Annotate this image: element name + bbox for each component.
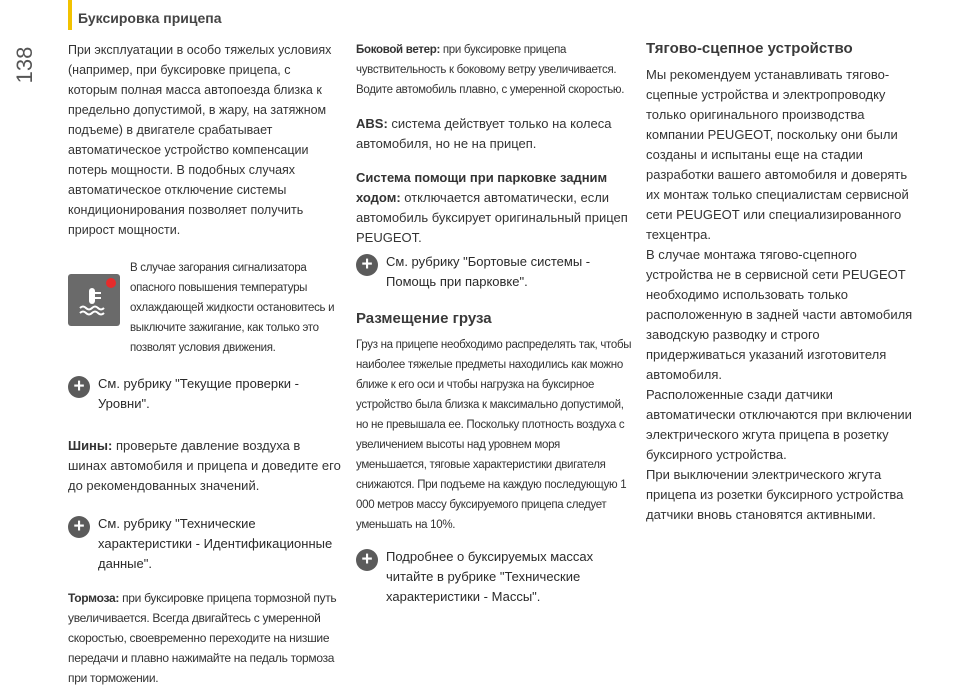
note-masses-text: Подробнее о буксируемых массах читайте в рубрике "Технические характеристики - Массы". [386, 549, 594, 604]
wind-paragraph [356, 40, 632, 100]
towbar-heading: Тягово-сцепное устройство [646, 40, 853, 57]
towbar-paragraph-3: Расположенные сзади датчики автоматически отключаются при включении электрического жгута прицепа в розетку буксирного устройства. [646, 387, 912, 462]
column-3 [646, 40, 916, 525]
towbar-paragraph-1: Мы рекомендуем устанавливать тягово-сцепные устройства и электропроводку только оригинального производства компании PEUGEOT, поскольку они были созданы и испытаны еще на стадии разработки вашего автомобиля и доверять их монтаж только специалистам сервисной сети PEUGEOT или специализированного техцентра. [646, 67, 909, 242]
plus-circle-icon: + [68, 376, 90, 398]
note-levels-text: См. рубрику "Текущие проверки - Уровни". [98, 376, 299, 411]
column-1 [68, 40, 342, 688]
warning-text: В случае загорания сигнализатора опасного повышения температуры охлаждающей жидкости остановитесь и выключите зажигание, как только это позволят условия движения. [130, 262, 335, 354]
plus-circle-icon: + [356, 549, 378, 571]
note-identification [68, 514, 342, 574]
note-parking [356, 252, 632, 292]
header-accent-bar [68, 0, 72, 30]
note-levels [68, 374, 342, 414]
tires-label: Шины: [68, 438, 113, 453]
page-number: 138 [12, 46, 37, 84]
towbar-paragraph-2: В случае монтажа тягово-сцепного устройства не в сервисной сети PEUGEOT необходимо использовать только расположенную в задней части автомобиля заводскую разводку и строго придерживаться указаний изготовителя автомобиля. [646, 247, 913, 382]
tires-paragraph [68, 436, 342, 496]
brakes-label: Тормоза: [68, 591, 120, 605]
page-header-title: Буксировка прицепа [78, 10, 222, 26]
note-masses [356, 547, 632, 607]
intro-paragraph: При эксплуатации в особо тяжелых условиях (например, при буксировке прицепа, с которым полная масса автопоезда близка к предельно допустимой, в жару, на затяжном подъеме) в двигателе срабатывает автоматическое устройство компенсации потерь мощности. В подобных случаях автоматическое отключение системы кондиционирования позволяет получить прирост мощности. [68, 43, 332, 237]
parking-text: отключается автоматически, если автомобиль буксирует оригинальный прицеп PEUGEOT. [356, 190, 628, 245]
parking-label: Система помощи при парковке задним ходом: [356, 170, 608, 205]
brakes-text: при буксировке прицепа тормозной путь увеличивается. Всегда двигайтесь с умеренной скоростью, своевременно переходите на низшие передачи и плавно нажимайте на педаль тормоза при торможении. [68, 591, 337, 685]
load-paragraph: Груз на прицепе необходимо распределять так, чтобы наиболее тяжелые предметы находились как можно ближе к его оси и чтобы нагрузка на буксирное устройство была близка к максимально допустимой, но не превышала ее. Поскольку плотность воздуха с увеличением высоты над уровнем моря уменьшается, тяговые характеристики двигателя снижаются. При подъеме на каждую последующую 1 000 метров массу буксируемого прицепа следует уменьшать на 10%. [356, 339, 632, 531]
wind-text: при буксировке прицепа чувствительность к боковому ветру увеличивается. Водите автомобиль плавно, с умеренной скоростью. [356, 44, 625, 96]
load-heading: Размещение груза [356, 310, 492, 327]
abs-paragraph [356, 114, 632, 154]
warning-block [68, 258, 342, 358]
plus-circle-icon: + [356, 254, 378, 276]
parking-paragraph [356, 168, 632, 248]
plus-circle-icon: + [68, 516, 90, 538]
coolant-temperature-icon [68, 274, 120, 326]
note-identification-text: См. рубрику "Технические характеристики - Идентификационные данные". [98, 516, 333, 571]
abs-text: система действует только на колеса автомобиля, но не на прицеп. [356, 116, 612, 151]
note-parking-text: См. рубрику "Бортовые системы - Помощь при парковке". [386, 254, 591, 289]
column-2 [356, 40, 632, 607]
brakes-paragraph [68, 588, 342, 688]
tires-text: проверьте давление воздуха в шинах автомобиля и прицепа и доведите его до рекомендованных значений. [68, 438, 341, 493]
towbar-paragraph-4: При выключении электрического жгута прицепа из розетки буксирного устройства датчики вновь становятся активными. [646, 467, 904, 522]
abs-label: ABS: [356, 116, 388, 131]
wind-label: Боковой ветер: [356, 44, 440, 56]
